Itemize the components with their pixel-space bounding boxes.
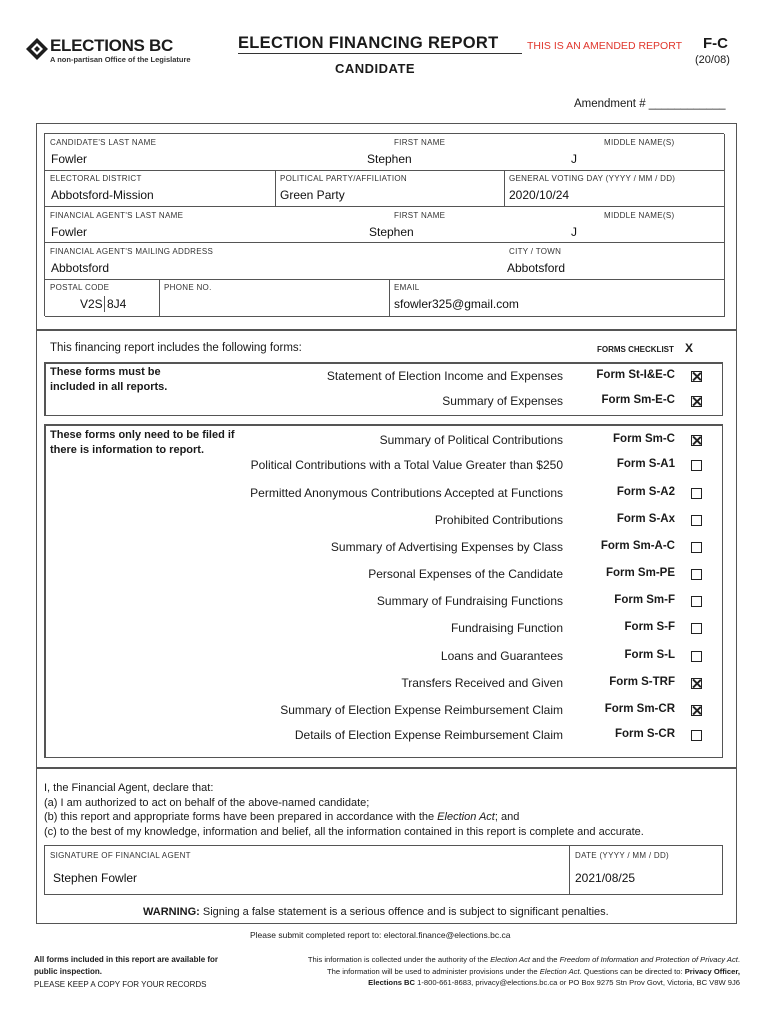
- form-name: Transfers Received and Given: [401, 676, 563, 690]
- form-checkbox[interactable]: [691, 542, 702, 553]
- logo-mark-icon: [24, 36, 50, 60]
- form-code-label: Form S-L: [624, 649, 675, 661]
- declaration-line-2: (b) this report and appropriate forms have been prepared in accordance with the Election Act; and: [44, 811, 520, 823]
- form-version: (20/08): [695, 54, 730, 66]
- agent-address-label: FINANCIAL AGENT'S MAILING ADDRESS: [50, 247, 214, 256]
- form-name: Summary of Political Contributions: [379, 433, 563, 447]
- form-code-label: Form S-Ax: [616, 513, 675, 525]
- agent-middle-name-field[interactable]: J: [571, 225, 577, 239]
- form-checkbox[interactable]: [691, 651, 702, 662]
- form-code-label: Form S-A2: [616, 486, 675, 498]
- candidate-middle-name-field[interactable]: J: [571, 152, 577, 166]
- candidate-last-name-label: CANDIDATE'S LAST NAME: [50, 138, 157, 147]
- declaration-line-1: (a) I am authorized to act on behalf of the above-named candidate;: [44, 796, 370, 809]
- privacy-line-1: This information is collected under the authority of the Election Act and the Freedom of Information and Protection of Privacy Act.: [307, 955, 740, 964]
- forms-checklist-mark: X: [685, 341, 694, 355]
- form-checkbox[interactable]: [691, 569, 702, 580]
- postal-code-part2-field[interactable]: 8J4: [107, 297, 127, 311]
- agent-city-label: CITY / TOWN: [509, 247, 562, 256]
- privacy-line-2: The information will be used to administer provisions under the Election Act. Questions can be directed to: Privacy Officer,: [327, 966, 740, 976]
- form-checkbox[interactable]: [691, 435, 702, 446]
- forms-checklist-label: FORMS CHECKLIST: [597, 345, 674, 354]
- form-checkbox[interactable]: [691, 623, 702, 634]
- warning-label: WARNING:: [143, 906, 200, 918]
- date-field[interactable]: 2021/08/25: [575, 871, 636, 885]
- form-name: Statement of Election Income and Expenses: [326, 369, 563, 383]
- form-name: Fundraising Function: [450, 621, 563, 635]
- email-label: EMAIL: [394, 283, 420, 292]
- keep-copy-note: PLEASE KEEP A COPY FOR YOUR RECORDS: [34, 980, 207, 989]
- form-checkbox[interactable]: [691, 705, 702, 716]
- logo-text: ELECTIONS BC: [50, 36, 173, 55]
- declaration-line-0: I, the Financial Agent, declare that:: [44, 782, 214, 794]
- form-code-label: Form Sm-E-C: [601, 394, 675, 406]
- form-name: Summary of Advertising Expenses by Class: [330, 540, 563, 554]
- postal-code-part1-field[interactable]: V2S: [80, 297, 103, 311]
- signature-field[interactable]: Stephen Fowler: [53, 871, 138, 885]
- title-underline: [238, 53, 522, 54]
- privacy-line-3: Elections BC 1-800-661-8683, privacy@elections.bc.ca or PO Box 9275 Stn Prov Govt, Victoria, BC V8W 9J6: [368, 978, 740, 987]
- optional-forms-note: These forms only need to be filed if there is information to report.: [50, 429, 235, 456]
- form-checkbox[interactable]: [691, 678, 702, 689]
- form-name: Summary of Fundraising Functions: [376, 594, 563, 608]
- form-checkbox[interactable]: [691, 396, 702, 407]
- form-code-label: Form S-CR: [614, 728, 675, 740]
- signature-label: SIGNATURE OF FINANCIAL AGENT: [50, 851, 191, 860]
- form-code-label: Form S-A1: [616, 458, 675, 470]
- form-checkbox[interactable]: [691, 596, 702, 607]
- postal-code-label: POSTAL CODE: [50, 283, 110, 292]
- form-checkbox[interactable]: [691, 371, 702, 382]
- amended-badge: THIS IS AN AMENDED REPORT: [527, 40, 683, 52]
- agent-last-name-field[interactable]: Fowler: [51, 225, 88, 239]
- candidate-last-name-field[interactable]: Fowler: [51, 152, 88, 166]
- form-name: Prohibited Contributions: [434, 513, 563, 527]
- form-code: F-C: [703, 35, 728, 52]
- warning-text: Signing a false statement is a serious offence and is subject to significant penalties.: [202, 906, 609, 918]
- declaration-line-3: (c) to the best of my knowledge, information and belief, all the information contained in this report is complete and accurate.: [44, 825, 644, 838]
- candidate-first-name-field[interactable]: Stephen: [367, 152, 412, 166]
- form-name: Summary of Election Expense Reimbursement Claim: [280, 703, 563, 717]
- form-checkbox[interactable]: [691, 730, 702, 741]
- warning-line: [143, 906, 609, 918]
- form-name: Details of Election Expense Reimbursement Claim: [294, 728, 563, 742]
- form-name: Political Contributions with a Total Value Greater than $250: [250, 458, 563, 472]
- public-inspection-note: All forms included in this report are available for public inspection.: [34, 955, 219, 976]
- postal-code-divider: [104, 296, 105, 312]
- signature-divider: [569, 845, 570, 895]
- required-forms-note: These forms must be included in all reports.: [50, 366, 168, 393]
- amendment-number-field[interactable]: Amendment # ____________: [574, 98, 726, 110]
- form-code-label: Form Sm-PE: [605, 567, 675, 579]
- form-code-label: Form Sm-C: [613, 433, 675, 445]
- form-code-label: Form Sm-A-C: [600, 540, 675, 552]
- voting-day-field[interactable]: 2020/10/24: [509, 188, 570, 202]
- voting-day-label: GENERAL VOTING DAY (YYYY / MM / DD): [509, 174, 676, 183]
- party-field[interactable]: Green Party: [280, 188, 345, 202]
- page-subtitle: CANDIDATE: [335, 61, 416, 76]
- agent-city-field[interactable]: Abbotsford: [507, 261, 566, 275]
- form-name: Permitted Anonymous Contributions Accepted at Functions: [250, 486, 563, 500]
- agent-last-name-label: FINANCIAL AGENT'S LAST NAME: [50, 211, 184, 220]
- page-title: ELECTION FINANCING REPORT: [238, 34, 499, 52]
- elections-bc-logo: [24, 36, 194, 66]
- form-name: Summary of Expenses: [442, 394, 563, 408]
- form-checkbox[interactable]: [691, 488, 702, 499]
- agent-middle-name-label: MIDDLE NAME(S): [604, 211, 675, 220]
- electoral-district-field[interactable]: Abbotsford-Mission: [51, 188, 154, 202]
- forms-intro: This financing report includes the following forms:: [50, 342, 302, 354]
- form-name: Loans and Guarantees: [440, 649, 563, 663]
- agent-first-name-field[interactable]: Stephen: [369, 225, 414, 239]
- form-code-label: Form Sm-F: [614, 594, 675, 606]
- form-checkbox[interactable]: [691, 460, 702, 471]
- electoral-district-label: ELECTORAL DISTRICT: [50, 174, 142, 183]
- email-field[interactable]: sfowler325@gmail.com: [394, 297, 519, 311]
- form-code-label: Form Sm-CR: [604, 703, 675, 715]
- party-label: POLITICAL PARTY/AFFILIATION: [280, 174, 407, 183]
- submit-instruction: Please submit completed report to: electoral.finance@elections.bc.ca: [250, 930, 511, 940]
- candidate-middle-name-label: MIDDLE NAME(S): [604, 138, 675, 147]
- date-label: DATE (YYYY / MM / DD): [575, 851, 670, 860]
- declaration-text: [44, 781, 734, 839]
- form-code-label: Form S-TRF: [609, 676, 675, 688]
- form-checkbox[interactable]: [691, 515, 702, 526]
- phone-label: PHONE NO.: [164, 283, 212, 292]
- privacy-notice: [230, 954, 740, 989]
- candidate-first-name-label: FIRST NAME: [394, 138, 446, 147]
- form-name: Personal Expenses of the Candidate: [368, 567, 563, 581]
- agent-first-name-label: FIRST NAME: [394, 211, 446, 220]
- agent-address-field[interactable]: Abbotsford: [51, 261, 110, 275]
- logo-tagline: A non-partisan Office of the Legislature: [50, 55, 191, 64]
- form-code-label: Form St-I&E-C: [596, 369, 675, 381]
- form-code-label: Form S-F: [624, 621, 675, 633]
